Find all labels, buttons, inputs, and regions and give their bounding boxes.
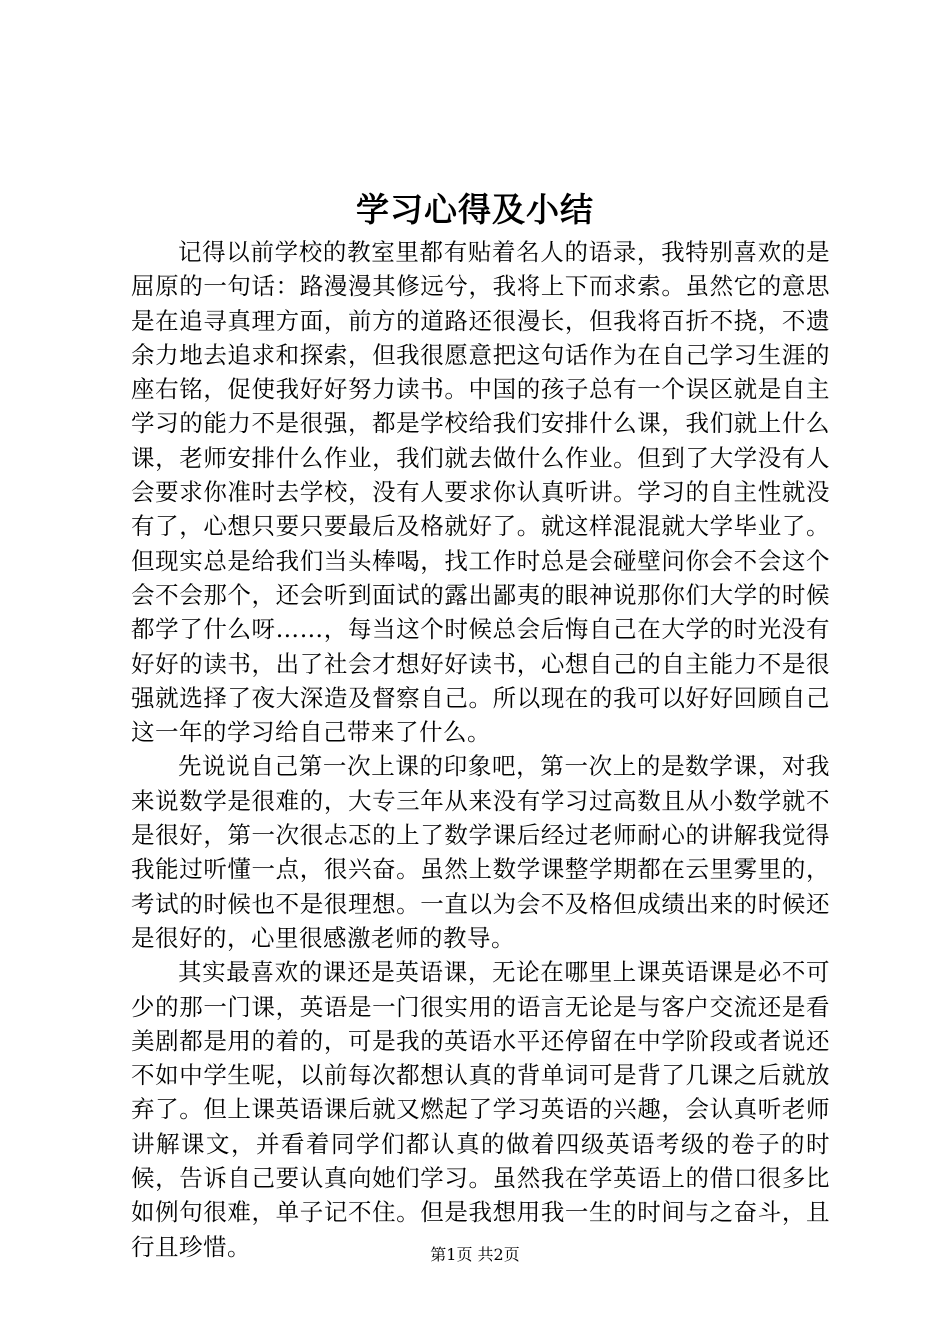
body-paragraph-2: 先说说自己第一次上课的印象吧，第一次上的是数学课，对我来说数学是很难的，大专三年从来没有学习过高数且从小数学就不是很好，第一次很忐忑的上了数学课后经过老师耐心的讲解我觉得我能过听懂一点，很兴奋。虽然上数学课整学期都在云里雾里的，考试的时候也不是很理想。一直以为会不及格但成绩出来的时候还是很好的，心里很感激老师的教导。 — [131, 752, 830, 952]
body-paragraph-1: 记得以前学校的教室里都有贴着名人的语录，我特别喜欢的是屈原的一句话：路漫漫其修远兮，我将上下而求索。虽然它的意思是在追寻真理方面，前方的道路还很漫长，但我将百折不挠，不遗余力地去追求和探索，但我很愿意把这句话作为在自己学习生涯的座右铭，促使我好好努力读书。中国的孩子总有一个误区就是自主学习的能力不是很强，都是学校给我们安排什么课，我们就上什么课，老师安排什么作业，我们就去做什么作业。但到了大学没有人会要求你准时去学校，没有人要求你认真听讲。学习的自主性就没有了，心想只要只要最后及格就好了。就这样混混就大学毕业了。但现实总是给我们当头棒喝，找工作时总是会碰壁问你会不会这个会不会那个，还会听到面试的露出鄙夷的眼神说那你们大学的时候都学了什么呀……，每当这个时候总会后悔自己在大学的时光没有好好的读书，出了社会才想好好读书，心想自己的自主能力不是很强就选择了夜大深造及督察自己。所以现在的我可以好好回顾自己这一年的学习给自己带来了什么。 — [131, 238, 830, 747]
document-body — [131, 235, 830, 1264]
page-number-footer: 第1页 共2页 — [430, 1245, 520, 1264]
document-title: 学习心得及小结 — [356, 190, 594, 229]
body-paragraph-3: 其实最喜欢的课还是英语课，无论在哪里上课英语课是必不可少的那一门课，英语是一门很实用的语言无论是与客户交流还是看美剧都是用的着的，可是我的英语水平还停留在中学阶段或者说还不如中学生呢，以前每次都想认真的背单词可是背了几课之后就放弃了。但上课英语课后就又燃起了学习英语的兴趣，会认真听老师讲解课文，并看着同学们都认真的做着四级英语考级的卷子的时候，告诉自己要认真向她们学习。虽然我在学英语上的借口很多比如例句很难，单子记不住。但是我想用我一生的时间与之奋斗，且行且珍惜。 — [131, 958, 830, 1261]
